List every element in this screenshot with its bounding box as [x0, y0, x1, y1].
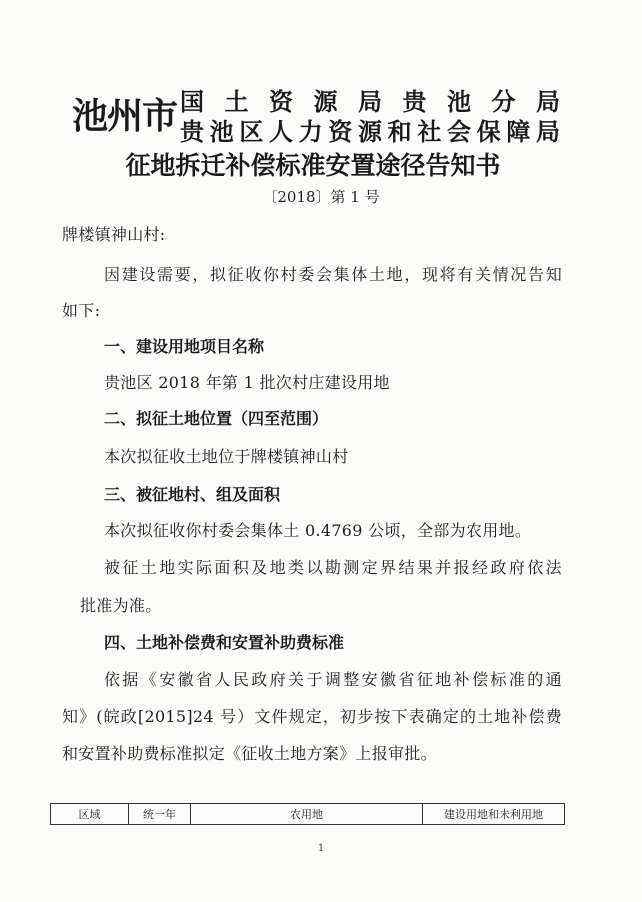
section-1-heading: 一、建设用地项目名称 [104, 337, 265, 356]
section-2-text: 本次拟征收土地位于牌楼镇神山村 [104, 447, 349, 466]
section-4-line-1: 依据《安徽省人民政府关于调整安徽省征地补偿标准的通 [104, 670, 562, 689]
document-number: 〔2018〕第 1 号 [262, 188, 380, 206]
table-header-cell: 农用地 [191, 804, 423, 824]
compensation-table-header [50, 803, 565, 825]
table-header-cell: 建设用地和未利用地 [444, 808, 543, 821]
intro-line-2: 如下: [62, 301, 101, 320]
page-number: 1 [317, 843, 325, 854]
section-4-heading: 四、土地补偿费和安置补助费标准 [104, 633, 345, 652]
city-name: 池州市 [72, 96, 178, 137]
addressee: 牌楼镇神山村: [62, 225, 166, 244]
section-4-line-2: 知》(皖政[2015]24 号）文件规定，初步按下表确定的土地补偿费 [62, 707, 562, 726]
table-header-cell: 统一年 [129, 804, 191, 824]
document-title: 征地拆迁补偿标准安置途径告知书 [125, 151, 501, 180]
section-4-line-3: 和安置补助费标准拟定《征收土地方案》上报审批。 [62, 744, 437, 763]
section-3-text-2a: 被征土地实际面积及地类以勘测定界结果并报经政府依法 [104, 558, 562, 577]
department-line-1: 国土资源局贵池分局 [180, 88, 560, 116]
section-3-heading: 三、被征地村、组及面积 [104, 485, 281, 504]
section-1-text: 贵池区 2018 年第 1 批次村庄建设用地 [104, 373, 390, 392]
section-3-text-1: 本次拟征收你村委会集体土 0.4769 公顷，全部为农用地。 [104, 521, 532, 540]
intro-line-1: 因建设需要，拟征收你村委会集体土地，现将有关情况告知 [104, 265, 562, 284]
letterhead [62, 82, 582, 146]
table-header-cell: 区域 [51, 804, 129, 824]
section-3-text-2b: 批准为准。 [80, 596, 162, 615]
department-line-2: 贵池区人力资源和社会保障局 [180, 118, 560, 146]
section-2-heading: 二、拟征土地位置（四至范围） [104, 409, 329, 428]
